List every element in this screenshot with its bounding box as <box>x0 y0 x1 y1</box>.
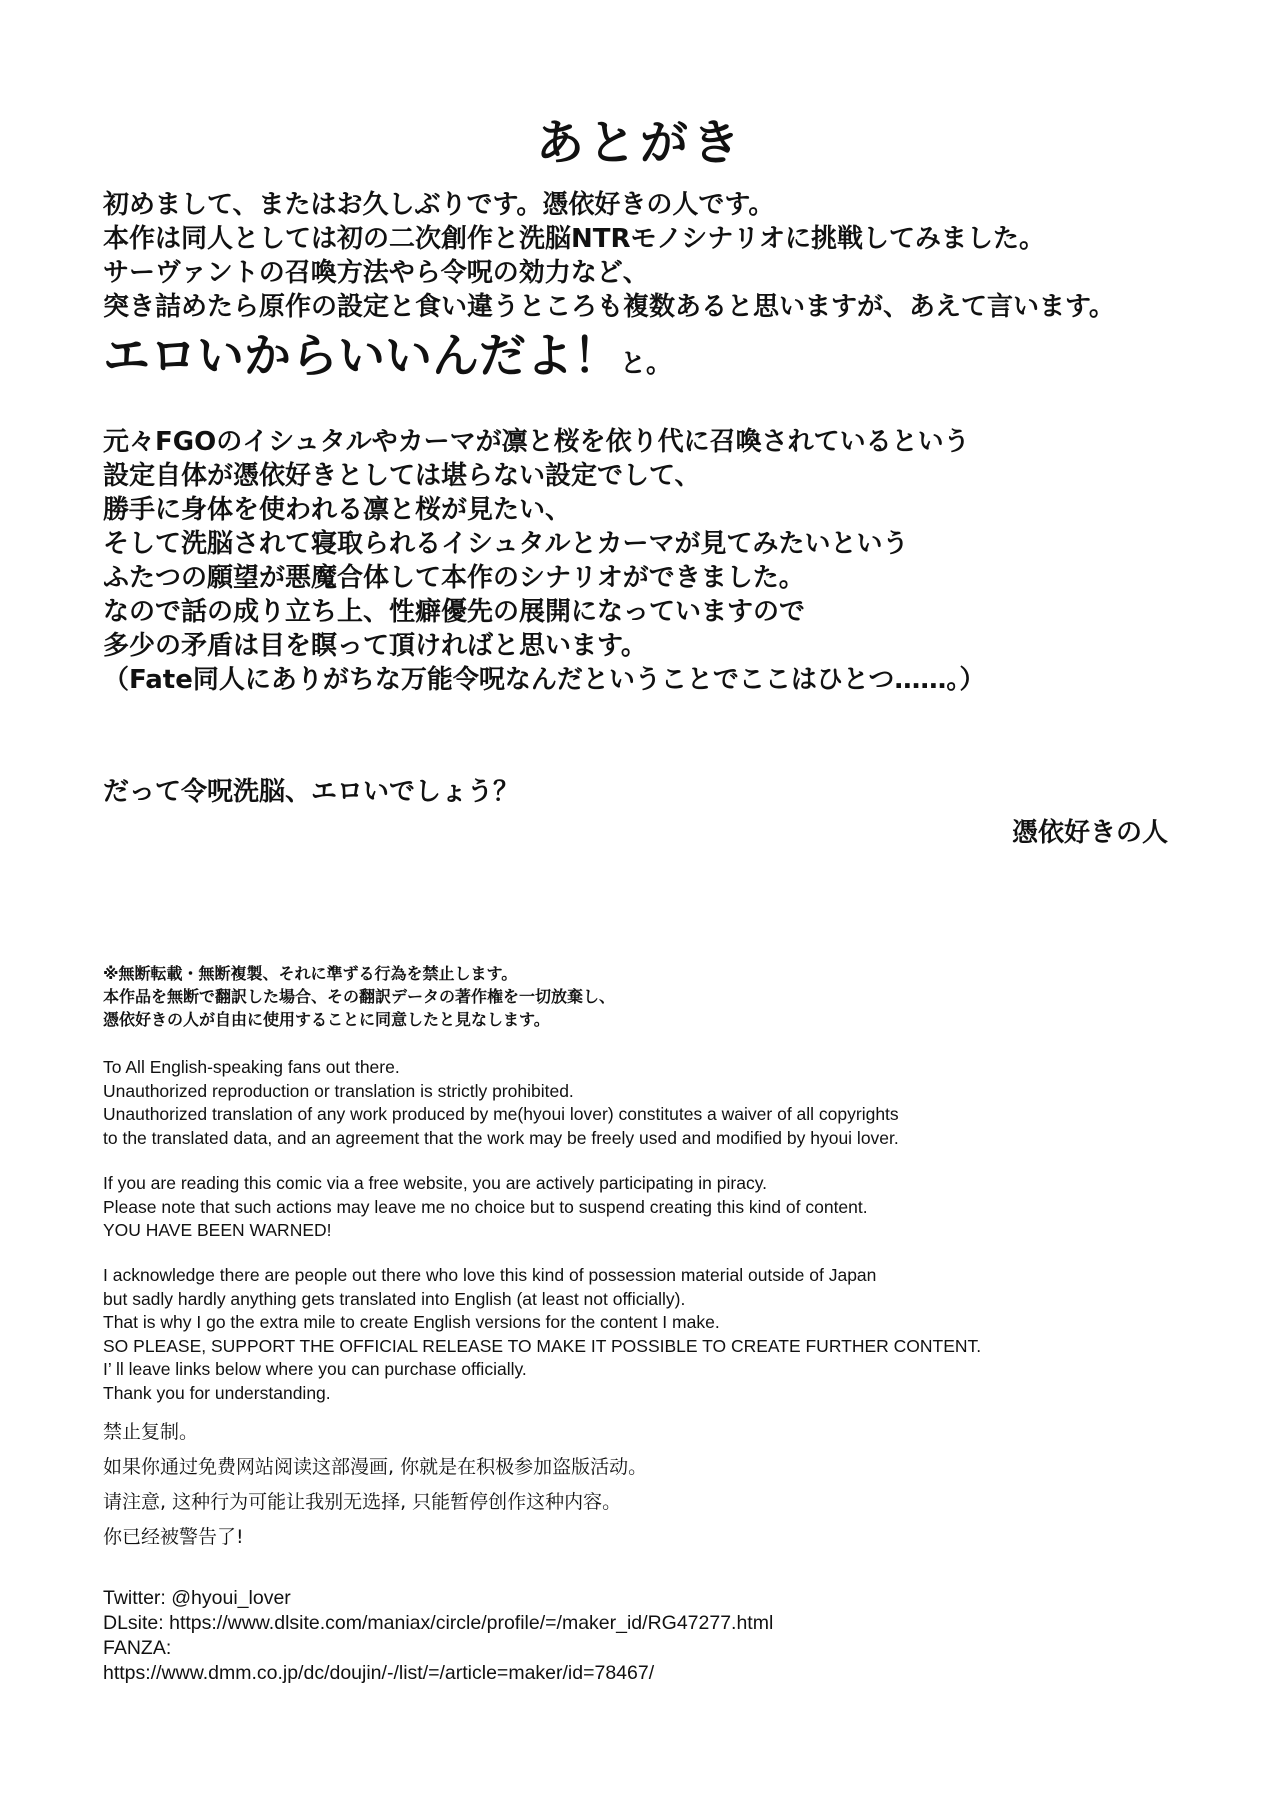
body-line: 勝手に身体を使われる凛と桜が見たい、 <box>103 495 572 525</box>
closing-line: だって令呪洗脳、エロいでしょう？ <box>103 777 520 807</box>
intro-line: サーヴァントの召喚方法やら令呪の効力など、 <box>103 258 649 288</box>
notice-en-line: If you are reading this comic via a free website, you are actively participating in piracy. <box>103 1173 768 1193</box>
intro-line: 突き詰めたら原作の設定と食い違うところも複数あると思いますが、あえて言います。 <box>103 292 1115 322</box>
notice-en-line: Thank you for understanding. <box>103 1382 331 1403</box>
twitter-link[interactable]: Twitter: @hyoui_lover <box>103 1587 291 1609</box>
notice-zh-line: 请注意, 这种行为可能让我别无选择, 只能暂停创作这种内容。 <box>103 1491 622 1513</box>
notice-japanese <box>103 962 615 1031</box>
emphasis-line <box>103 326 1115 395</box>
body-paragraph <box>103 425 985 697</box>
links-section <box>103 1586 773 1686</box>
intro-paragraph <box>103 188 1115 395</box>
notice-zh-line: 禁止复制。 <box>103 1421 199 1443</box>
notice-en-line: Please note that such actions may leave me no choice but to suspend creating this kind of content. <box>103 1196 868 1217</box>
body-line: （Fate同人にありがちな万能令呪なんだということでここはひとつ……。） <box>103 665 986 695</box>
page-title: あとがき <box>535 115 744 171</box>
notice-en-line: That is why I go the extra mile to create English versions for the content I make. <box>103 1312 720 1332</box>
notice-en-line: but sadly hardly anything gets translated into English (at least not officially). <box>103 1288 686 1309</box>
notice-zh-line: 你已经被警告了! <box>103 1526 244 1548</box>
dlsite-link[interactable]: DLsite: https://www.dlsite.com/maniax/circle/profile/=/maker_id/RG47277.html <box>103 1612 774 1634</box>
notice-en-line: Unauthorized translation of any work produced by me(hyoui lover) constitutes a waiver of all copyrights <box>103 1104 899 1124</box>
notice-en-line: to the translated data, and an agreement that the work may be freely used and modified by hyoui lover. <box>103 1127 899 1148</box>
body-line: 設定自体が憑依好きとしては堪らない設定でして、 <box>103 461 701 491</box>
body-line: なので話の成り立ち上、性癖優先の展開になっていますので <box>103 597 806 627</box>
notice-en-line: YOU HAVE BEEN WARNED! <box>103 1220 332 1240</box>
notice-english-copyright <box>103 1056 899 1150</box>
notice-chinese <box>103 1415 647 1555</box>
notice-jp-line: 憑依好きの人が自由に使用することに同意したと見なします。 <box>103 1010 550 1029</box>
body-line: ふたつの願望が悪魔合体して本作のシナリオができました。 <box>103 563 805 593</box>
notice-en-line: To All English-speaking fans out there. <box>103 1057 400 1077</box>
fanza-label: FANZA: <box>103 1637 172 1659</box>
body-line: そして洗脳されて寝取られるイシュタルとカーマが見てみたいという <box>103 529 909 559</box>
fanza-link[interactable]: https://www.dmm.co.jp/dc/doujin/-/list/=/article=maker/id=78467/ <box>103 1662 655 1684</box>
notice-jp-line: ※無断転載・無断複製、それに準ずる行為を禁止します。 <box>103 964 518 983</box>
notice-english-support <box>103 1264 981 1405</box>
body-line: 多少の矛盾は目を瞑って頂ければと思います。 <box>103 631 647 661</box>
intro-line: 初めまして、またはお久しぶりです。憑依好きの人です。 <box>103 190 775 220</box>
intro-line: 本作は同人としては初の二次創作と洗脳NTRモノシナリオに挑戦してみました。 <box>103 224 1045 254</box>
signature: 憑依好きの人 <box>1011 818 1168 848</box>
notice-en-line: I acknowledge there are people out there who love this kind of possession material outside of Japan <box>103 1265 877 1285</box>
emphasis-suffix: と。 <box>620 349 673 379</box>
closing-paragraph <box>103 775 519 809</box>
notice-english-piracy <box>103 1172 868 1243</box>
notice-en-line: SO PLEASE, SUPPORT THE OFFICIAL RELEASE TO MAKE IT POSSIBLE TO CREATE FURTHER CONTENT. <box>103 1335 982 1356</box>
notice-zh-line: 如果你通过免费网站阅读这部漫画, 你就是在积极参加盗版活动。 <box>103 1456 648 1478</box>
notice-en-line: Unauthorized reproduction or translation is strictly prohibited. <box>103 1080 574 1101</box>
notice-jp-line: 本作品を無断で翻訳した場合、その翻訳データの著作権を一切放棄し、 <box>103 987 616 1006</box>
notice-en-line: I’ ll leave links below where you can purchase officially. <box>103 1359 527 1379</box>
emphasis-text: エロいからいいんだよ！ <box>103 329 620 384</box>
body-line: 元々FGOのイシュタルやカーマが凛と桜を依り代に召喚されているという <box>103 427 970 457</box>
